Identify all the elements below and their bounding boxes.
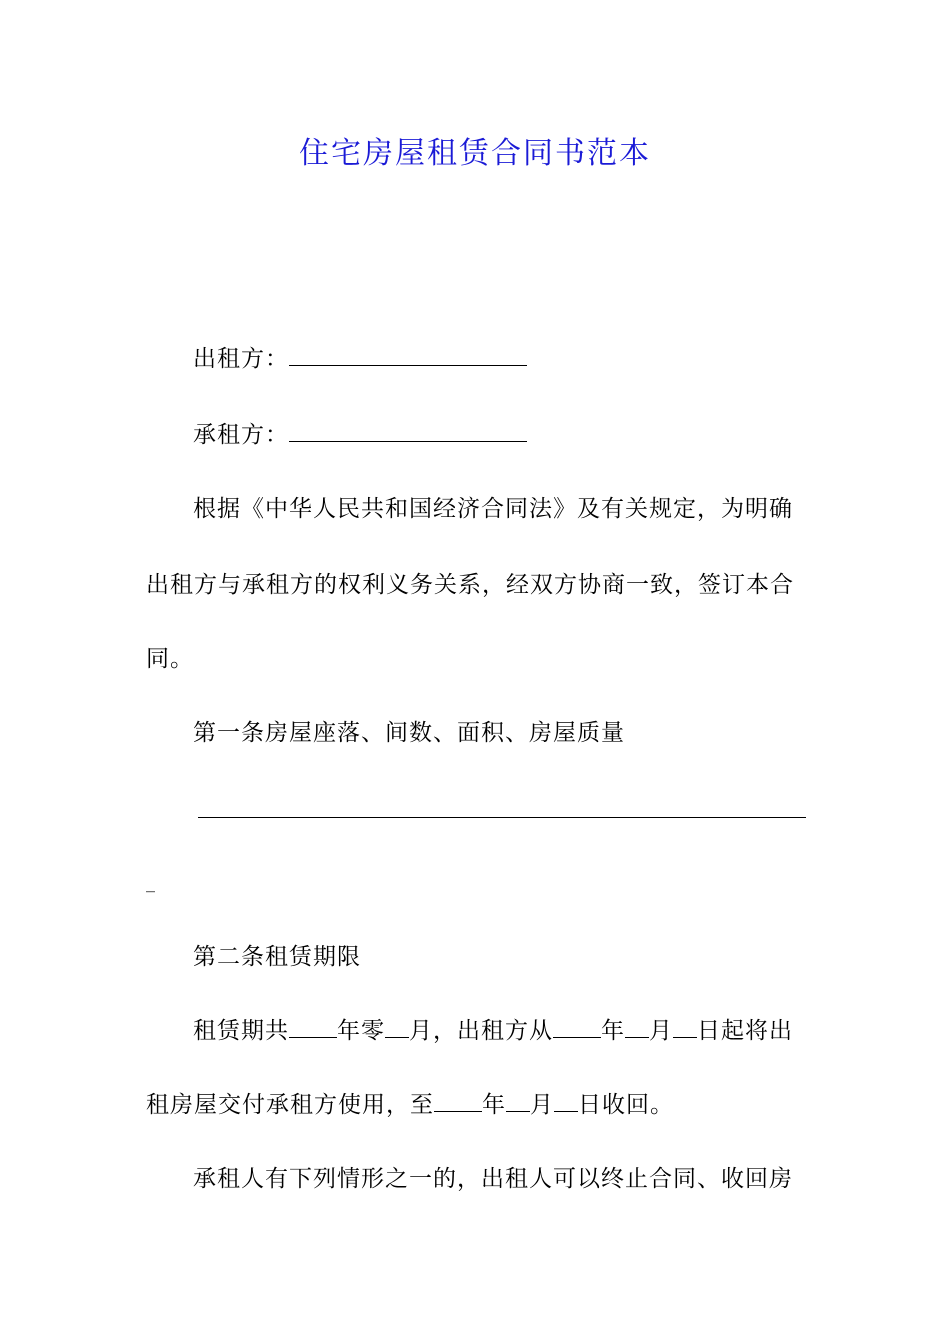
lessor-blank [289, 347, 527, 366]
lessee-blank [289, 423, 527, 442]
term-line-1 [193, 1016, 793, 1046]
preamble-line-3: 同。 [146, 646, 194, 672]
article-2-heading: 第二条租赁期限 [193, 944, 361, 970]
lessee-line [193, 420, 527, 450]
document-title: 住宅房屋租赁合同书范本 [299, 136, 651, 171]
start-month-blank [625, 1019, 649, 1038]
lessor-line [193, 344, 527, 374]
months-blank [385, 1019, 409, 1038]
term-text: 租赁期共 [193, 1018, 289, 1044]
end-month-blank [506, 1093, 530, 1112]
preamble-line-2: 出租方与承租方的权利义务关系，经双方协商一致，签订本合 [146, 572, 794, 598]
term-text: 年 [482, 1092, 506, 1118]
end-year-blank [434, 1093, 482, 1112]
years-blank [289, 1019, 337, 1038]
term-text: 日收回。 [578, 1092, 674, 1118]
article-1-trail: _ [146, 872, 156, 893]
lessee-label: 承租方： [193, 422, 289, 448]
term-text: 年零 [337, 1018, 385, 1044]
article-1-blank-rule [198, 817, 806, 818]
term-line-2 [146, 1090, 674, 1120]
preamble-line-1: 根据《中华人民共和国经济合同法》及有关规定，为明确 [193, 496, 793, 522]
end-day-blank [554, 1093, 578, 1112]
term-text: 月，出租方从 [409, 1018, 553, 1044]
start-day-blank [673, 1019, 697, 1038]
term-text: 月 [530, 1092, 554, 1118]
article-1-heading: 第一条房屋座落、间数、面积、房屋质量 [193, 720, 625, 746]
term-text: 日起将出 [697, 1018, 793, 1044]
term-text: 月 [649, 1018, 673, 1044]
lessor-label: 出租方： [193, 346, 289, 372]
term-text: 租房屋交付承租方使用，至 [146, 1092, 434, 1118]
termination-line-1: 承租人有下列情形之一的，出租人可以终止合同、收回房 [193, 1166, 793, 1192]
start-year-blank [553, 1019, 601, 1038]
term-text: 年 [601, 1018, 625, 1044]
